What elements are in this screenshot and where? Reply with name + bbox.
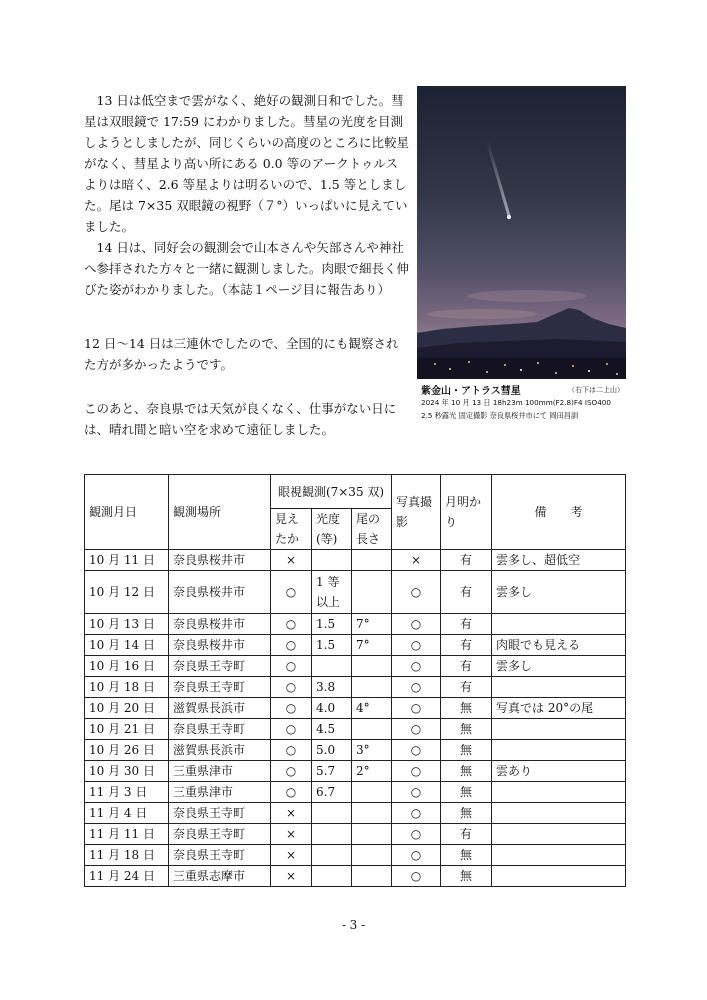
cell-magnitude	[312, 656, 352, 677]
table-row	[85, 635, 626, 656]
cell-photo: ○	[392, 740, 441, 761]
cell-date: 10 月 14 日	[85, 635, 169, 656]
cell-place: 奈良県王寺町	[169, 656, 271, 677]
cell-moon: 有	[441, 635, 492, 656]
cell-remarks: 肉眼でも見える	[492, 635, 626, 656]
cell-moon: 有	[441, 824, 492, 845]
cell-place: 三重県津市	[169, 761, 271, 782]
cell-photo: ×	[392, 550, 441, 571]
cell-remarks	[492, 740, 626, 761]
cell-remarks	[492, 782, 626, 803]
cell-photo: ○	[392, 635, 441, 656]
cell-tail: 3°	[352, 740, 392, 761]
table-row	[85, 761, 626, 782]
cell-magnitude: 4.0	[312, 698, 352, 719]
cell-moon: 有	[441, 677, 492, 698]
cell-remarks: 雲多し、超低空	[492, 550, 626, 571]
cell-remarks: 雲多し	[492, 656, 626, 677]
cell-moon: 有	[441, 571, 492, 614]
table-row	[85, 614, 626, 635]
cell-remarks	[492, 845, 626, 866]
cell-photo: ○	[392, 698, 441, 719]
cell-place: 三重県津市	[169, 782, 271, 803]
cell-date: 11 月 3 日	[85, 782, 169, 803]
cell-magnitude: 4.5	[312, 719, 352, 740]
cell-photo: ○	[392, 866, 441, 887]
cell-moon: 有	[441, 550, 492, 571]
cell-place: 滋賀県長浜市	[169, 698, 271, 719]
cell-photo: ○	[392, 719, 441, 740]
cell-photo: ○	[392, 824, 441, 845]
cell-visible: ×	[271, 550, 312, 571]
header-date: 観測月日	[85, 475, 169, 550]
header-moon: 月明かり	[441, 475, 492, 550]
cell-visible: ○	[271, 740, 312, 761]
photo-caption-title: 紫金山・アトラス彗星	[421, 386, 521, 397]
cell-remarks	[492, 614, 626, 635]
cell-remarks	[492, 824, 626, 845]
cell-tail: 4°	[352, 698, 392, 719]
table-row	[85, 866, 626, 887]
cell-magnitude	[312, 803, 352, 824]
cell-tail: 7°	[352, 635, 392, 656]
header-place: 観測場所	[169, 475, 271, 550]
cell-magnitude: 5.7	[312, 761, 352, 782]
cell-remarks	[492, 719, 626, 740]
cell-place: 奈良県桜井市	[169, 635, 271, 656]
cell-place: 奈良県王寺町	[169, 845, 271, 866]
cell-date: 11 月 4 日	[85, 803, 169, 824]
cell-magnitude: 6.7	[312, 782, 352, 803]
cell-moon: 有	[441, 656, 492, 677]
paragraph-after: このあと、奈良県では天気が良くなく、仕事がない日には、晴れ間と暗い空を求めて遠征しました。	[84, 401, 397, 437]
cell-remarks: 雲多し	[492, 571, 626, 614]
cell-date: 10 月 30 日	[85, 761, 169, 782]
cell-tail	[352, 803, 392, 824]
cell-photo: ○	[392, 656, 441, 677]
page-number: - 3 -	[341, 918, 366, 932]
cell-moon: 無	[441, 803, 492, 824]
cell-visible: ×	[271, 824, 312, 845]
cell-tail	[352, 550, 392, 571]
cell-tail	[352, 656, 392, 677]
header-magnitude: 光度(等)	[312, 509, 352, 550]
cell-place: 奈良県王寺町	[169, 803, 271, 824]
table-row	[85, 656, 626, 677]
header-remarks: 備 考	[492, 475, 626, 550]
photo-caption-note: （右下は二上山）	[568, 386, 624, 394]
cell-visible: ○	[271, 571, 312, 614]
photo-caption-line2: 2.5 秒露光 固定撮影 奈良県桜井市にて 岡田昌訓	[421, 411, 579, 420]
cell-place: 奈良県王寺町	[169, 677, 271, 698]
photo-caption-line1: 2024 年 10 月 13 日 18h23m 100mm(F2.8)F4 ISO400	[421, 398, 611, 407]
cell-visible: ○	[271, 761, 312, 782]
cell-place: 三重県志摩市	[169, 866, 271, 887]
table-row	[85, 677, 626, 698]
cell-magnitude: 1.5	[312, 614, 352, 635]
cell-place: 奈良県桜井市	[169, 571, 271, 614]
cell-magnitude	[312, 824, 352, 845]
table-row	[85, 803, 626, 824]
cell-date: 10 月 12 日	[85, 571, 169, 614]
comet-photo	[417, 86, 626, 379]
cell-date: 10 月 21 日	[85, 719, 169, 740]
cell-magnitude	[312, 845, 352, 866]
cell-visible: ○	[271, 677, 312, 698]
cell-place: 奈良県桜井市	[169, 550, 271, 571]
cell-photo: ○	[392, 845, 441, 866]
cell-moon: 無	[441, 761, 492, 782]
table-header-row	[85, 475, 626, 509]
header-photo: 写真撮影	[392, 475, 441, 550]
cell-tail	[352, 782, 392, 803]
cell-date: 10 月 18 日	[85, 677, 169, 698]
cell-moon: 無	[441, 866, 492, 887]
cell-magnitude	[312, 550, 352, 571]
cell-magnitude: 3.8	[312, 677, 352, 698]
cell-photo: ○	[392, 803, 441, 824]
cell-tail: 7°	[352, 614, 392, 635]
header-visible: 見えたか	[271, 509, 312, 550]
table-row	[85, 719, 626, 740]
cell-magnitude: 5.0	[312, 740, 352, 761]
cell-visible: ×	[271, 845, 312, 866]
cell-place: 奈良県桜井市	[169, 614, 271, 635]
paragraph-oct14: 14 日は、同好会の観測会で山本さんや矢部さんや神社へ参拝された方々と一緒に観測しました。肉眼で細長く伸びた姿がわかりました。（本誌１ページ目に報告あり）	[84, 240, 410, 297]
cell-tail	[352, 571, 392, 614]
paragraph-holiday: 12 日〜14 日は三連休でしたので、全国的にも観察された方が多かったようです。	[84, 336, 399, 372]
cell-visible: ×	[271, 803, 312, 824]
cell-tail	[352, 866, 392, 887]
cell-date: 11 月 11 日	[85, 824, 169, 845]
cell-magnitude: 1.5	[312, 635, 352, 656]
cell-tail: 2°	[352, 761, 392, 782]
paragraph-oct13: 13 日は低空まで雲がなく、絶好の観測日和でした。彗星は双眼鏡で 17:59 にわかりました。彗星の光度を目測しようとしましたが、同じくらいの高度のところに比較星がなく、彗星より高い所にある 0.0 等のアークトゥルスよりは暗く、2.6 等星よりは明るいので、1.5 等としました。尾は 7×35 双眼鏡の視野（７°）いっぱいに見えていました。	[84, 93, 410, 234]
cell-remarks	[492, 677, 626, 698]
header-tail: 尾の長さ	[352, 509, 392, 550]
table-row	[85, 824, 626, 845]
table-row	[85, 845, 626, 866]
cell-photo: ○	[392, 677, 441, 698]
cell-moon: 無	[441, 782, 492, 803]
cell-visible: ○	[271, 656, 312, 677]
cell-date: 10 月 16 日	[85, 656, 169, 677]
header-naked-eye: 眼視観測(7×35 双)	[271, 475, 392, 509]
cell-magnitude	[312, 866, 352, 887]
cell-tail	[352, 845, 392, 866]
cell-photo: ○	[392, 782, 441, 803]
cell-moon: 無	[441, 845, 492, 866]
cell-moon: 無	[441, 740, 492, 761]
table-row	[85, 571, 626, 614]
cell-visible: ○	[271, 719, 312, 740]
cell-magnitude: 1 等以上	[312, 571, 352, 614]
cell-photo: ○	[392, 614, 441, 635]
cell-date: 10 月 26 日	[85, 740, 169, 761]
cell-place: 奈良県王寺町	[169, 824, 271, 845]
cell-moon: 無	[441, 698, 492, 719]
cell-date: 10 月 20 日	[85, 698, 169, 719]
cell-visible: ×	[271, 866, 312, 887]
cell-remarks: 雲あり	[492, 761, 626, 782]
cell-remarks	[492, 866, 626, 887]
observation-table	[84, 474, 626, 887]
cell-tail	[352, 824, 392, 845]
cell-photo: ○	[392, 761, 441, 782]
cell-date: 11 月 18 日	[85, 845, 169, 866]
cell-date: 11 月 24 日	[85, 866, 169, 887]
cell-date: 10 月 13 日	[85, 614, 169, 635]
cell-visible: ○	[271, 698, 312, 719]
cell-moon: 無	[441, 719, 492, 740]
cell-photo: ○	[392, 571, 441, 614]
cell-visible: ○	[271, 782, 312, 803]
cell-visible: ○	[271, 635, 312, 656]
table-row	[85, 550, 626, 571]
cell-tail	[352, 719, 392, 740]
cell-remarks: 写真では 20°の尾	[492, 698, 626, 719]
cell-moon: 有	[441, 614, 492, 635]
cell-place: 滋賀県長浜市	[169, 740, 271, 761]
table-row	[85, 782, 626, 803]
table-row	[85, 740, 626, 761]
cell-tail	[352, 677, 392, 698]
cell-date: 10 月 11 日	[85, 550, 169, 571]
cell-remarks	[492, 803, 626, 824]
cell-visible: ○	[271, 614, 312, 635]
table-row	[85, 698, 626, 719]
cell-place: 奈良県王寺町	[169, 719, 271, 740]
